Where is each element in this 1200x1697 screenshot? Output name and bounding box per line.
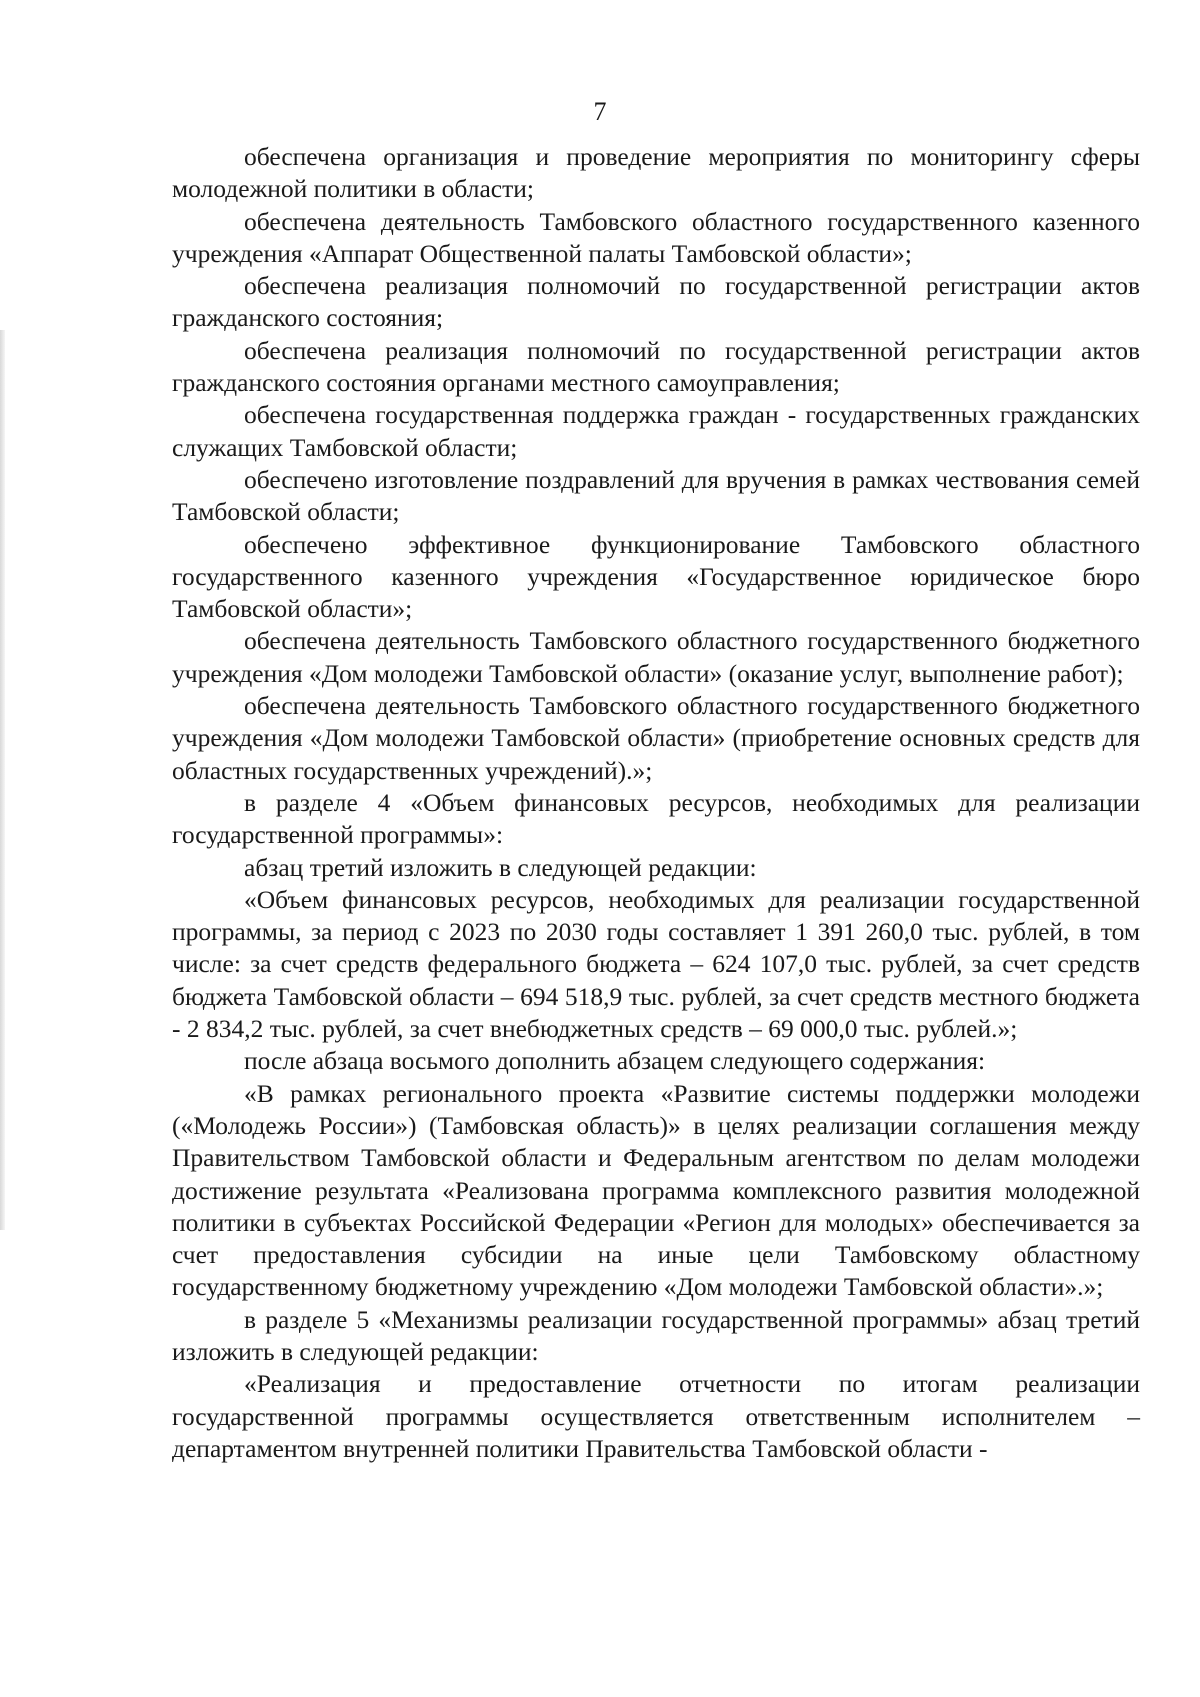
paragraph-youth-house-assets: обеспечена деятельность Тамбовского областного государственного бюджетного учреждения «Дом молодежи Тамбовской области» (приобретение основных средств для областных государственных учреждений).»; [172, 691, 1140, 785]
paragraph-family-greetings: обеспечено изготовление поздравлений для вручения в рамках чествования семей Тамбовской области; [172, 464, 1140, 527]
paragraph-monitoring: обеспечена организация и проведение мероприятия по мониторингу сферы молодежной политики в области; [172, 142, 1140, 204]
paragraph-third-abzac: абзац третий изложить в следующей редакции: [244, 852, 757, 882]
document-body [172, 141, 1140, 1465]
paragraph-financial-volume: «Объем финансовых ресурсов, необходимых для реализации государственной программы, за период с 2023 по 2030 годы составляет 1 391 260,0 тыс. рублей, в том числе: за счет средств федерального бюджета – 624 107,0 тыс. рублей, за счет средств бюджета Тамбовской области – 694 518,9 тыс. рублей, за счет средств местного бюджета - 2 834,2 тыс. рублей, за счет внебюджетных средств – 69 000,0 тыс. рублей.»; [172, 884, 1140, 1044]
paragraph-youth-house-services: обеспечена деятельность Тамбовского областного государственного бюджетного учреждения «Дом молодежи Тамбовской области» (оказание услуг, выполнение работ); [172, 626, 1140, 688]
paragraph-after-eighth: после абзаца восьмого дополнить абзацем следующего содержания: [244, 1046, 986, 1076]
scan-edge-shadow [0, 330, 5, 1230]
paragraph-public-chamber: обеспечена деятельность Тамбовского областного государственного казенного учреждения «Аппарат Общественной палаты Тамбовской области»; [172, 206, 1140, 268]
paragraph-section-4: в разделе 4 «Объем финансовых ресурсов, необходимых для реализации государственной программы»: [172, 787, 1140, 850]
paragraph-civil-registration: обеспечена реализация полномочий по государственной регистрации актов гражданского состояния; [172, 271, 1140, 333]
paragraph-civil-registration-local: обеспечена реализация полномочий по государственной регистрации актов гражданского состояния органами местного самоуправления; [172, 335, 1140, 398]
paragraph-section-5: в разделе 5 «Механизмы реализации государственной программы» абзац третий изложить в следующей редакции: [172, 1304, 1140, 1366]
paragraph-legal-bureau: обеспечено эффективное функционирование Тамбовского областного государственного казенного учреждения «Государственное юридическое бюро Тамбовской области»; [172, 529, 1140, 624]
page-number: 7 [593, 97, 607, 126]
paragraph-reporting: «Реализация и предоставление отчетности по итогам реализации государственной программы осуществляется ответственным исполнителем – департаментом внутренней политики Правительства Тамбовской области - [172, 1369, 1140, 1463]
paragraph-civil-servants-support: обеспечена государственная поддержка граждан - государственных гражданских служащих Тамбовской области; [172, 400, 1140, 462]
paragraph-regional-project: «В рамках регионального проекта «Развитие системы поддержки молодежи («Молодежь России») (Тамбовская область)» в целях реализации соглашения между Правительством Тамбовской области и Федеральным агентством по делам молодежи достижение результата «Реализована программа комплексного развития молодежной политики в субъектах Российской Федерации «Регион для молодых» обеспечивается за счет предоставления субсидии на иные цели Тамбовскому областному государственному бюджетному учреждению «Дом молодежи Тамбовской области».»; [172, 1078, 1140, 1302]
